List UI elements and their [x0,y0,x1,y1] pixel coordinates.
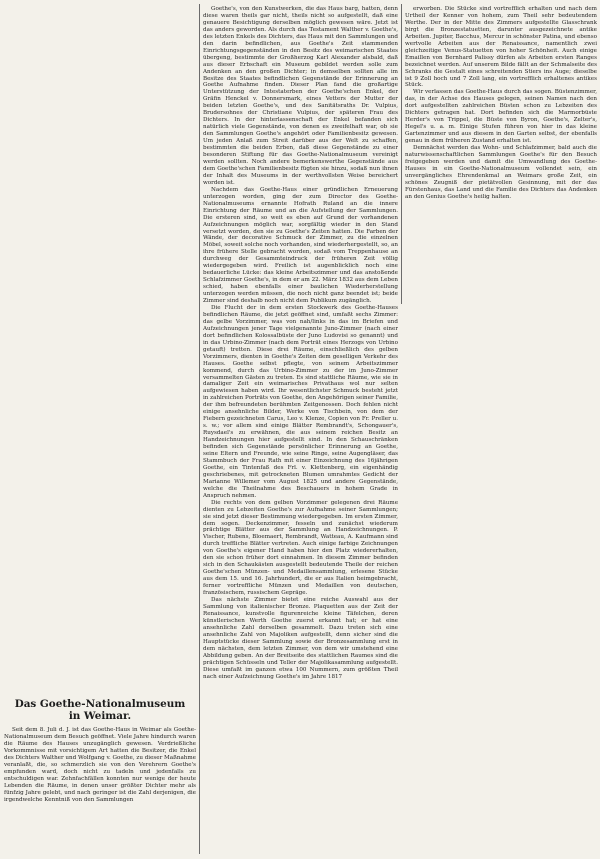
article-paragraph: Das nächste Zimmer bietet eine reiche Auswahl aus der Sammlung von italienischer Bronze. Plaquetten aus der Zeit der Renaissance, kunstvolle figurenreiche kleine Täfelchen, deren künstlerischen Werth Goethe zuerst erkannt hat; er hat eine ansehnliche Zahl derselben gesammelt. Dazu treten sich eine ansehnliche Zahl von Majoliken aufgestellt, denn sicher sind die Hauptstücke dieser Sammlung sowie der Bronzesammlung erst in dem nächsten, dem letzten Zimmer, von dem wir umstehend eine Abbildung geben. An der Breitseite des stattlichen Raumes sind die prächtigen Schüsseln und Teller der Majolikasammlung aufgestellt. Diese umfaßt im ganzen etwa 100 Nummern, zum größten Theil nach einer Aufzeichnung Goethe's im Jahre 1817 [203,597,398,680]
article-paragraph: Demnächst werden das Wohn- und Schlafzimmer, bald auch die naturwissenschaftlichen Sammlungen Goethe's für den Besuch freigegeben werden und damit die Umwandlung des Goethe-Hauses in ein Goethe-Nationalmuseum vollendet sein, ein unvergängliches Ehrendenkmal an Weimars große Zeit, ein schönes Zeugniß der pietätvollen Gesinnung, mit der das Fürstenhaus, das Land und die Familie des Dichters das Andenken an den Genius Goethe's heilig halten. [405,145,597,200]
article-paragraph: erworben. Die Stücke sind vortrefflich erhalten und nach dem Urtheil der Kenner von hohem, zum Theil sehr bedeutendem Werthe. Der in der Mitte des Zimmers aufgestellte Glasschrank birgt die Bronzestatuetten, darunter ausgezeichnete antike Arbeiten. Jupiter, Bacchus, Mercur in schönster Patina, und ebenso wertvolle Arbeiten aus der Renaissance, namentlich zwei gleichzeitige Venus-Statuetten von hoher Schönheit. Auch einige Emaillen von Bernhard Palissy dürfen als Arbeiten ersten Ranges bezeichnet werden. Auf unserem Bilde fällt an der Schmalseite des Schranks die Gestalt eines schreitenden Stiers ins Auge; dieselbe ist 9 Zoll hoch und 7 Zoll lang, ein vortrefflich erhaltenes antikes Stück. [405,6,597,89]
article-paragraph: Nachdem das Goethe-Haus einer gründlichen Erneuerung unterzogen worden, ging der zum Director des Goethe-Nationalmuseums ernannte Hofrath Ruland an die innere Einrichtung der Räume und an die Aufstellung der Sammlungen. Die ersteren sind, so weit es eben auf Grund der vorhandenen Aufzeichnungen möglich war, sorgfältig wieder in den Stand versetzt worden, den sie zu Goethe's Zeiten hatten. Die Farben der Wände, der decorative Schmuck der Zimmer, zu die einzelnen Möbel, soweit solche noch vorhanden, sind wiederhergestellt, so, an ihre frühere Stelle gebracht worden, sodaß vom Treppenhause an durchweg der Gesammteindruck der früheren Zeit völlig wiedergegeben wird. Freilich ist augenblicklich noch eine bedauerliche Lücke: das kleine Arbeitszimmer und das anstoßende Schlafzimmer Goethe's, in dem er am 22. März 1832 aus dem Leben schied, haben ebenfalls einer baulichen Wiederherstellung unterzogen werden müssen, die noch nicht ganz beendet ist; beide Zimmer sind deshalb noch nicht dem Publikum zugänglich. [203,186,398,305]
column-3 [405,6,597,306]
article-paragraph: Seit dem 8. Juli d. J. ist das Goethe-Haus in Weimar als Goethe-Nationalmuseum dem Besuch geöffnet. Viele Jahre hindurch waren die Räume des Hauses unzugänglich gewesen. Verdrießliche Vorkommnisse mit vorsichtigem Art hatten die Besitzer, die Enkel des Dichters Walther und Wolfgang v. Goethe, zu dieser Maßnahme veranlaßt, die, so schmerzlich sie von den Verehrern Goethe's empfunden ward, doch nicht zu tadeln und jedenfalls zu entschuldigen war. Zehnfachfällen konnten nur wenige der heute Lebenden die Räume, in denen unser größter Dichter mehr als fünfzig Jahre gelebt, und nach geringer ist die Zahl derjenigen, die irgendwelche Kenntniß von den Sammlungen [4,727,196,803]
article-paragraph: Goethe's, von den Kunstwerken, die das Haus barg, hatten, denn diese waren theils gar nicht, theils nicht so aufgestellt, daß eine genauere Besichtigung derselben möglich gewesen wäre. Jetzt ist das anders geworden. Als durch das Testament Walther v. Goethe's, des letzten Enkels des Dichters, das Haus mit den Sammlungen und den darin befindlichen, aus Goethe's Zeit stammenden Einrichtungsgegenständen in den Besitz des weimarischen Staates übergeng, bestimmte der Großherzog Karl Alexander alsbald, daß aus dieser Erbschaft ein Museum gebildet werden solle zum Andenken an den großen Dichter; in demselben sollten alle im Besitze des Staates befindlichen Gegenstände der Erinnerung an Goethe Aufnahme finden. Dieser Plan fand die großartige Unterstützung der Intestaterben der Goethe'schen Enkel, der Gräfin Henckel v. Donnersmark, eines Vetters der Mutter der beiden letzten Goethe's, und des Sanitätsraths Dr. Vulpius, Brudersohnes der Christiane Vulpius, der späteren Frau des Dichters. In der hinterlassenschaft der Enkel befanden sich natürlich viele Gegenstände, von denen es zweifelhaft war, ob sie den Sammlungen Goethe's angehört oder Familienbesitz gewesen. Um jeden Anlaß zum Streit darüber aus der Welt zu schaffen, bestimmten die beiden Erben, daß diese Gegenstände zu einer besonderen Stiftung für das Goethe-Nationalmuseum vereinigt werden sollten. Noch andere bemerkenswerthe Gegenstände aus dem Goethe'schen Familienbesitz fügten sie hinzu, sodaß nun ihnen der Inhalt des Museums in der werthvollsten Weise bereichert worden ist. [203,6,398,186]
column-divider [401,4,402,304]
article-paragraph: Die Flucht der in dem ersten Stockwerk des Goethe-Hauses befindlichen Räume, die jetzt geöffnet sind, umfaßt sechs Zimmer: das gelbe Vorzimmer, was von nah/links in das im Briefen und Aufzeichnungen jener Tage vielgenannte Juno-Zimmer (nach einer dort befindlichen Kolossalbüste der Juno Ludovisi so genannt) und in das Urbino-Zimmer (nach dem Porträt eines Herzogs von Urbino getauft) tretten. Diese drei Räume, einschließlich des gelben Vorzimmers, dienten in Goethe's Zeiten dem geselligen Verkehr des Hauses. Goethe selbst pflegte, von seinem Arbeitszimmer kommend, durch das Urbino-Zimmer zu der im Juno-Zimmer versammelten Gästen zu treten. Es sind stattliche Räume, wie sie in damaliger Zeit ein weimarisches Privathaus wol nur selten aufgewiesen haben wird. Ihr wesentlichster Schmuck besteht jetzt in zahlreichen Porträts von Goethe, den Angehörigen seiner Familie, der ihm befreundeten berühmten Zeitgenossen. Doch fehlen nicht einige ansehnliche Bilder, Werke von Tischbein, von dem der Fiebern gezeichneten Carus, Leo v. Klenze, Copien von Fr. Preller u. s. w.; vor allem sind einige Blätter Rembrandt's, Schongauer's, Ruysdael's zu erwähnen, die aus seinem reichen Besitz an Handzeichnungen hier aufgestellt sind. In den Schauschränken befinden sich Gegenstände persönlicher Erinnerung an Goethe, seine Eltern und Freunde, wie seine Ringe, seine Augengläser, das Stammbuch der Frau Rath mit einer Einzeichnung des 16jährigen Goethe, ein Tintenfaß des Frl. v. Klettenberg, ein eigenhändig geschriebenes, mit getrockneten Blumen umrahmtes Gedicht der Marianne Willemer vom August 1825 und andere Gegenstände, welche die Theilnahme des Beschauers in hohem Grade in Anspruch nehmen. [203,304,398,499]
column-1-intro [4,727,196,857]
article-headline: Das Goethe-Nationalmuseum in Weimar. [14,698,186,722]
column-2 [203,6,398,857]
article-paragraph: Wir verlassen das Goethe-Haus durch das sogen. Büstenzimmer, das, in der Achse des Hauses gelegen, seinen Namen nach den dort aufgestellten zahlreichen Büsten schon zu Lebzeiten des Dichters getragen hat. Dort befinden sich die Marmorbüste Herder's von Trippel, die Büste von Byron, Goethe's, Zelter's, Hegel's u. a. m. Einige Stufen führen von hier in das kleine Gartenzimmer und aus diesem in den Garten selbst, der ebenfalls genau in dem früheren Zustand erhalten ist. [405,89,597,145]
article-paragraph: Die rechts von dem gelben Vorzimmer gelegenen drei Räume dienten zu Lebzeiten Goethe's zur Aufnahme seiner Sammlungen; sie sind jetzt dieser Bestimmung wiedergegeben. Im ersten Zimmer, dem sogen. Deckenzimmer, fesseln und zunächst wiederum prächtige Blätter aus der Sammlung an Handzeichnungen. P. Vischer, Rubens, Bloemaert, Rembrandt, Watteau, A. Kaufmann sind durch treffliche Blätter vertreten. Auch einige farbige Zeichnungen von Goethe's eigener Hand haben hier den Platz wiedererhalten, den sie schon früher dort einnahmen. In diesem Zimmer befinden sich in den Schaukästen ausgestellt bedeutende Theile der reichen Goethe'schen Münzen- und Medaillensammlung, erlesene Stücke aus dem 15. und 16. Jahrhundert, die er aus Italien heimgebracht, ferner vortreffliche Münzen und Medaillen von deutschen, französischem, russischem Gepräge. [203,499,398,597]
column-divider [199,4,200,854]
